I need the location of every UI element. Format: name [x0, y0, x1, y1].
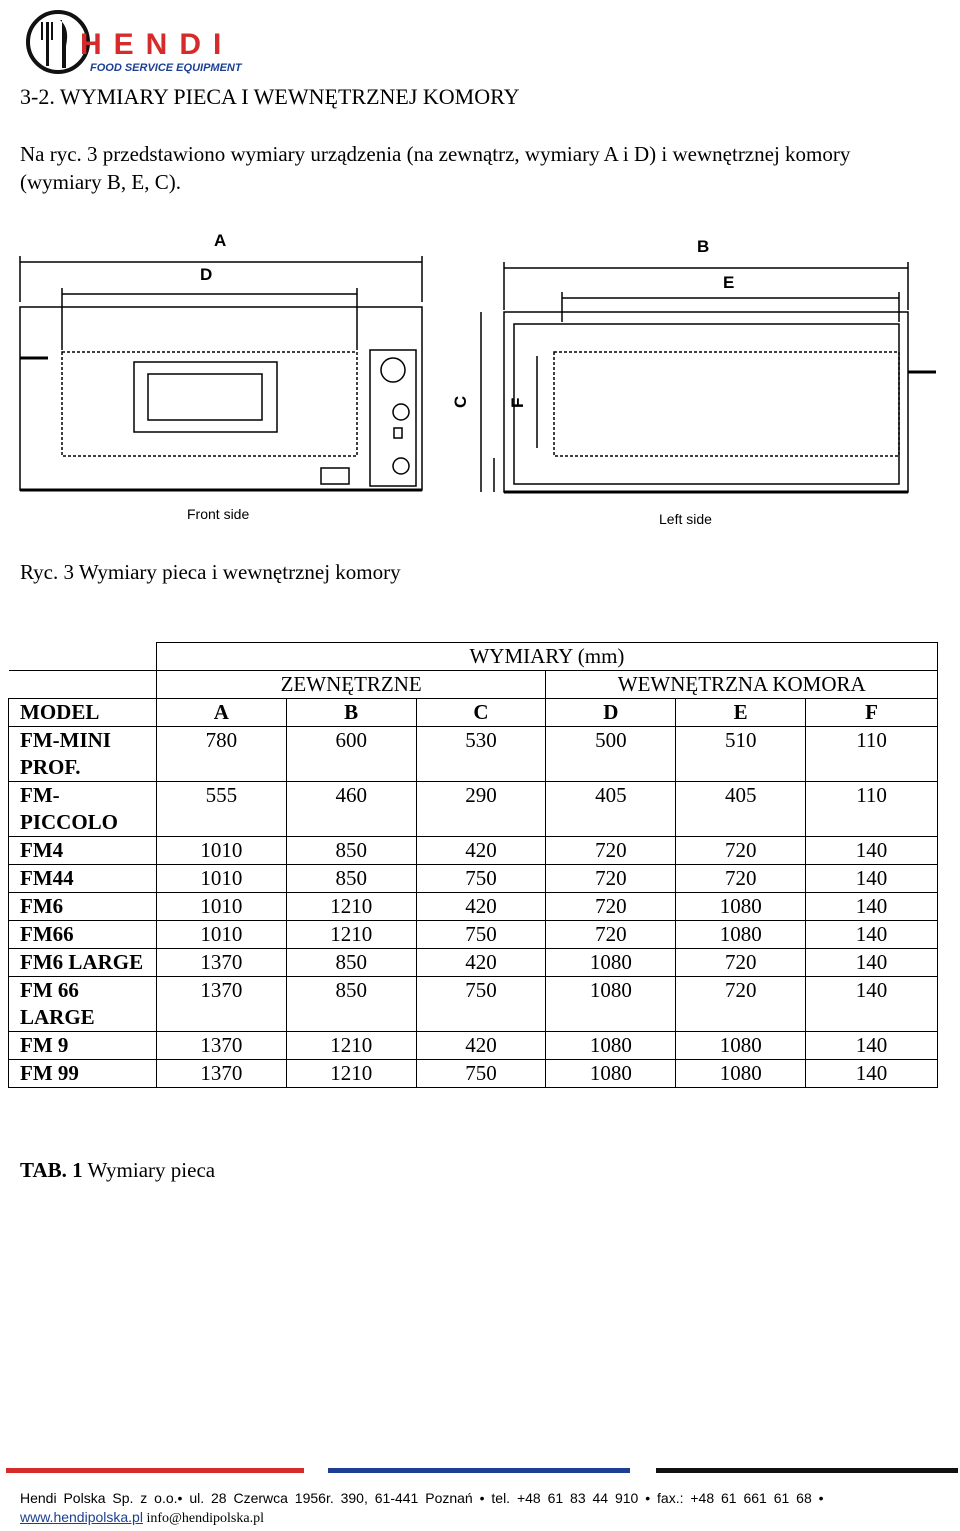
- model-cell: FM66: [9, 921, 157, 949]
- table-row: [9, 837, 938, 865]
- value-cell: 850: [286, 949, 416, 977]
- table-group-header: WYMIARY (mm): [156, 643, 937, 671]
- column-header-model: MODEL: [9, 699, 157, 727]
- value-cell: 140: [806, 921, 938, 949]
- value-cell: 405: [546, 782, 676, 837]
- table-row: [9, 782, 938, 837]
- value-cell: 140: [806, 893, 938, 921]
- footer-contact: [20, 1509, 264, 1527]
- value-cell: 420: [416, 949, 546, 977]
- value-cell: 110: [806, 727, 938, 782]
- value-cell: 1210: [286, 1060, 416, 1088]
- value-cell: 750: [416, 865, 546, 893]
- value-cell: 290: [416, 782, 546, 837]
- value-cell: 720: [676, 949, 806, 977]
- value-cell: 1370: [156, 1060, 286, 1088]
- value-cell: 140: [806, 1060, 938, 1088]
- email-text: info@hendipolska.pl: [142, 1511, 264, 1526]
- value-cell: 460: [286, 782, 416, 837]
- value-cell: 140: [806, 1032, 938, 1060]
- value-cell: 1010: [156, 893, 286, 921]
- value-cell: 1080: [546, 1060, 676, 1088]
- value-cell: 1370: [156, 977, 286, 1032]
- model-cell: FM6 LARGE: [9, 949, 157, 977]
- value-cell: 750: [416, 921, 546, 949]
- value-cell: 140: [806, 865, 938, 893]
- value-cell: 1010: [156, 921, 286, 949]
- value-cell: 420: [416, 893, 546, 921]
- table-row: [9, 1060, 938, 1088]
- value-cell: 1080: [546, 1032, 676, 1060]
- column-header-b: B: [286, 699, 416, 727]
- website-link[interactable]: www.hendipolska.pl: [20, 1509, 143, 1525]
- front-side-label: Front side: [187, 506, 250, 522]
- table-row: [9, 893, 938, 921]
- table-caption-text: Wymiary pieca: [82, 1158, 216, 1182]
- dimension-label-c: C: [451, 395, 470, 408]
- value-cell: 510: [676, 727, 806, 782]
- value-cell: 750: [416, 977, 546, 1032]
- value-cell: 850: [286, 837, 416, 865]
- model-cell: FM4: [9, 837, 157, 865]
- dimension-label-b: B: [697, 237, 710, 256]
- model-cell: FM 66 LARGE: [9, 977, 157, 1032]
- footer-bar-red: [6, 1468, 304, 1473]
- column-header-e: E: [676, 699, 806, 727]
- model-cell: FM 99: [9, 1060, 157, 1088]
- value-cell: 1210: [286, 1032, 416, 1060]
- value-cell: 720: [546, 837, 676, 865]
- value-cell: 1080: [676, 1032, 806, 1060]
- value-cell: 405: [676, 782, 806, 837]
- value-cell: 720: [546, 865, 676, 893]
- value-cell: 1080: [676, 1060, 806, 1088]
- value-cell: 420: [416, 1032, 546, 1060]
- model-cell: FM44: [9, 865, 157, 893]
- footer-bar-blue: [328, 1468, 630, 1473]
- value-cell: 1080: [546, 949, 676, 977]
- value-cell: 720: [546, 921, 676, 949]
- dimension-label-e: E: [723, 273, 735, 292]
- value-cell: 720: [676, 865, 806, 893]
- dimension-label-f: F: [508, 397, 527, 408]
- value-cell: 420: [416, 837, 546, 865]
- column-header-f: F: [806, 699, 938, 727]
- value-cell: 1010: [156, 865, 286, 893]
- figure-caption: Ryc. 3 Wymiary pieca i wewnętrznej komory: [20, 560, 401, 584]
- table-external-header: ZEWNĘTRZNE: [156, 671, 546, 699]
- table-row: [9, 921, 938, 949]
- value-cell: 850: [286, 865, 416, 893]
- value-cell: 1010: [156, 837, 286, 865]
- table-internal-header: WEWNĘTRZNA KOMORA: [546, 671, 938, 699]
- column-header-a: A: [156, 699, 286, 727]
- dimension-label-a: A: [214, 231, 227, 250]
- value-cell: 750: [416, 1060, 546, 1088]
- logo-subtitle: FOOD SERVICE EQUIPMENT: [90, 62, 242, 74]
- oven-dimension-figure: [16, 222, 941, 532]
- logo-brand: HENDI: [80, 28, 234, 61]
- dimension-label-d: D: [200, 265, 213, 284]
- value-cell: 530: [416, 727, 546, 782]
- table-column-header-row: [9, 699, 938, 727]
- section-heading: 3-2. WYMIARY PIECA I WEWNĘTRZNEJ KOMORY: [20, 84, 520, 109]
- value-cell: 1210: [286, 893, 416, 921]
- table-row: [9, 977, 938, 1032]
- value-cell: 140: [806, 837, 938, 865]
- table-row: [9, 1032, 938, 1060]
- value-cell: 1080: [676, 893, 806, 921]
- value-cell: 555: [156, 782, 286, 837]
- table-group-header-row: [9, 643, 938, 671]
- value-cell: 720: [546, 893, 676, 921]
- value-cell: 1370: [156, 1032, 286, 1060]
- intro-paragraph: Na ryc. 3 przedstawiono wymiary urządzenia (na zewnątrz, wymiary A i D) i wewnętrznej komory (wymiary B, E, C).: [20, 142, 851, 194]
- model-cell: FM 9: [9, 1032, 157, 1060]
- value-cell: 140: [806, 949, 938, 977]
- value-cell: 500: [546, 727, 676, 782]
- value-cell: 110: [806, 782, 938, 837]
- left-side-label: Left side: [659, 511, 712, 527]
- value-cell: 600: [286, 727, 416, 782]
- value-cell: 780: [156, 727, 286, 782]
- column-header-d: D: [546, 699, 676, 727]
- footer-address: Hendi Polska Sp. z o.o.• ul. 28 Czerwca 1956r. 390, 61-441 Poznań • tel. +48 61 83 44 910 • fax.: +48 61 661 61 68 •: [20, 1490, 824, 1506]
- model-cell: FM-MINI PROF.: [9, 727, 157, 782]
- column-header-c: C: [416, 699, 546, 727]
- dimensions-table: [8, 642, 938, 1088]
- table-caption: [20, 1158, 215, 1183]
- table-row: [9, 865, 938, 893]
- footer-bar-black: [656, 1468, 958, 1473]
- value-cell: 720: [676, 977, 806, 1032]
- table-caption-label: TAB. 1: [20, 1158, 83, 1182]
- value-cell: 1370: [156, 949, 286, 977]
- value-cell: 1210: [286, 921, 416, 949]
- model-cell: FM6: [9, 893, 157, 921]
- value-cell: 720: [676, 837, 806, 865]
- table-row: [9, 949, 938, 977]
- value-cell: 1080: [546, 977, 676, 1032]
- model-cell: FM- PICCOLO: [9, 782, 157, 837]
- value-cell: 850: [286, 977, 416, 1032]
- table-row: [9, 727, 938, 782]
- table-subgroup-row: [9, 671, 938, 699]
- value-cell: 140: [806, 977, 938, 1032]
- value-cell: 1080: [676, 921, 806, 949]
